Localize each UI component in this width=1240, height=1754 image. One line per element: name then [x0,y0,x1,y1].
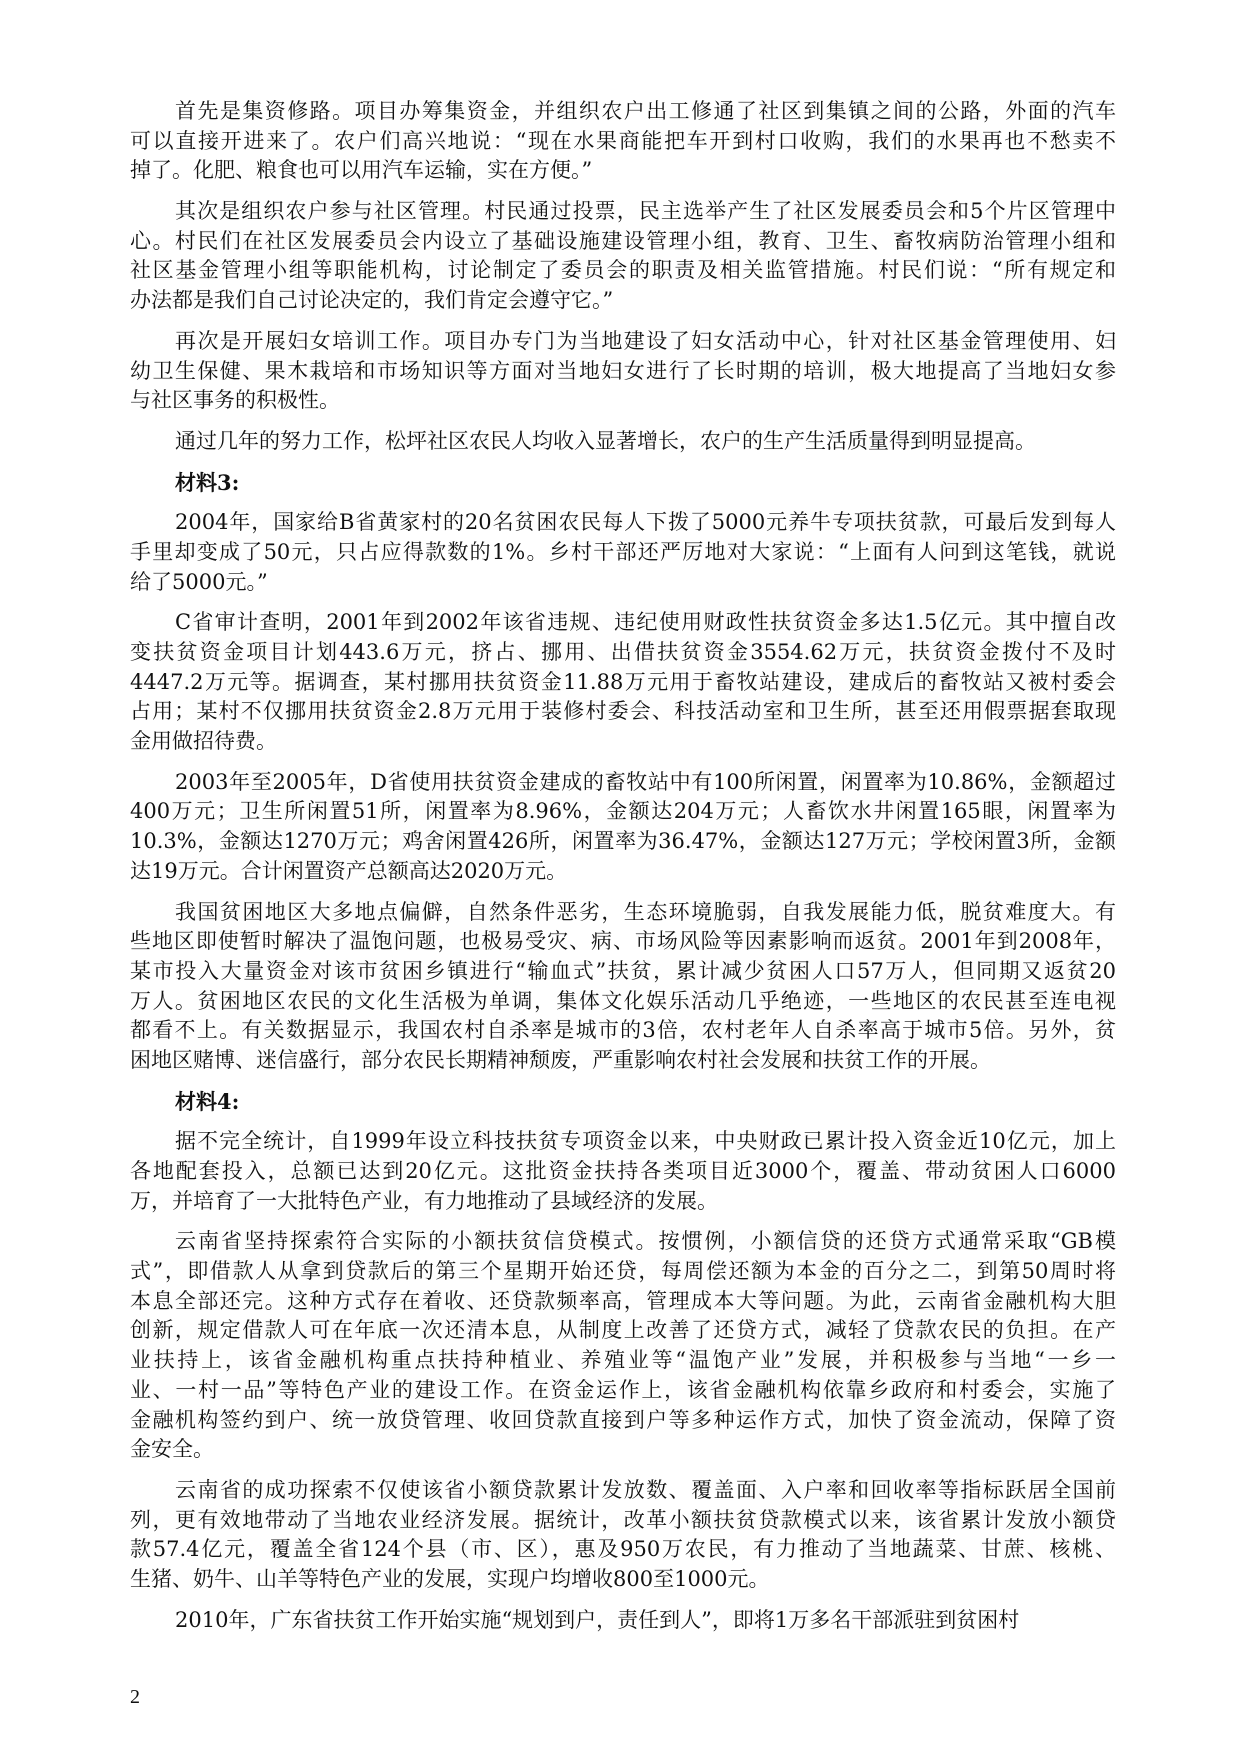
section-heading [130,1087,1116,1117]
text-line: 款57.4亿元，覆盖全省124个县（市、区），惠及950万农民，有力推动了当地蔬菜、甘蔗、核桃、 [130,1537,1116,1562]
text-line: 2004年，国家给B省黄家村的20名贫困农民每人下拨了5000元养牛专项扶贫款，可最后发到每人 [175,510,1116,535]
paragraph [130,1476,1116,1595]
text-line: 我国贫困地区大多地点偏僻，自然条件恶劣，生态环境脆弱，自我发展能力低，脱贫难度大。有 [175,899,1116,924]
text-line: 幼卫生保健、果木栽培和市场知识等方面对当地妇女进行了长时期的培训，极大地提高了当地妇女参 [130,358,1116,383]
paragraph [130,898,1116,1076]
text-line: 掉了。化肥、粮食也可以用汽车运输，实在方便。” [130,158,593,183]
text-line: 金安全。 [130,1437,214,1462]
text-line: 据不完全统计，自1999年设立科技扶贫专项资金以来，中央财政已累计投入资金近10亿元，加上 [175,1129,1116,1154]
paragraph [130,427,1116,457]
text-line: 其次是组织农户参与社区管理。村民通过投票，民主选举产生了社区发展委员会和5个片区管理中 [175,199,1116,224]
text-line: 生猪、奶牛、山羊等特色产业的发展，实现户均增收800至1000元。 [130,1566,770,1591]
text-line: 再次是开展妇女培训工作。项目办专门为当地建设了妇女活动中心，针对社区基金管理使用、妇 [175,328,1116,353]
text-line: 本息全部还完。这种方式存在着收、还贷款频率高，管理成本大等问题。为此，云南省金融机构大胆 [130,1288,1116,1313]
text-line: 可以直接开进来了。农户们高兴地说：“现在水果商能把车开到村口收购，我们的水果再也不愁卖不 [130,128,1116,153]
text-line: 变扶贫资金项目计划443.6万元，挤占、挪用、出借扶贫资金3554.62万元，扶贫资金拨付不及时 [130,640,1116,664]
text-line: 万人。贫困地区农民的文化生活极为单调，集体文化娱乐活动几乎绝迹，一些地区的农民甚至连电视 [130,988,1116,1013]
text-line: 社区基金管理小组等职能机构，讨论制定了委员会的职责及相关监管措施。村民们说：“所有规定和 [130,258,1116,283]
text-line: 云南省坚持探索符合实际的小额扶贫信贷模式。按惯例，小额信贷的还贷方式通常采取“GB模 [175,1229,1116,1254]
text-line: 通过几年的努力工作，松坪社区农民人均收入显著增长，农户的生产生活质量得到明显提高。 [175,428,1036,453]
text-line: 10.3%，金额达1270万元；鸡舍闲置426所，闲置率为36.47%，金额达127万元；学校闲置3所，金额 [130,829,1116,854]
paragraph [130,508,1116,597]
text-line: 手里却变成了50元，只占应得款数的1%。乡村干部还严厉地对大家说：“上面有人问到这笔钱，就说 [130,539,1116,564]
text-line: 都看不上。有关数据显示，我国农村自杀率是城市的3倍，农村老年人自杀率高于城市5倍。另外，贫 [130,1018,1116,1043]
text-line: 困地区赌博、迷信盛行，部分农民长期精神颓废，严重影响农村社会发展和扶贫工作的开展。 [130,1047,991,1072]
paragraph [130,197,1116,316]
text-line: 与社区事务的积极性。 [130,388,340,413]
text-line: 400万元；卫生所闲置51所，闲置率为8.96%，金额达204万元；人畜饮水井闲置165眼，闲置率为 [130,799,1116,824]
text-line: 金用做招待费。 [130,729,277,754]
text-line: 2003年至2005年，D省使用扶贫资金建成的畜牧站中有100所闲置，闲置率为10.86%，金额超过 [175,769,1116,794]
text-line: 列，更有效地带动了当地农业经济发展。据统计，改革小额扶贫贷款模式以来，该省累计发放小额贷 [130,1507,1116,1532]
text-line: 占用；某村不仅挪用扶贫资金2.8万元用于装修村委会、科技活动室和卫生所，甚至还用假票据套取现 [130,699,1116,724]
paragraph [130,327,1116,416]
text-line: 材料3: [175,469,240,495]
text-line: 达19万元。合计闲置资产总额高达2020万元。 [130,858,568,883]
text-line: 各地配套投入，总额已达到20亿元。这批资金扶持各类项目近3000个，覆盖、带动贫困人口6000 [130,1159,1116,1183]
text-line: 业、一村一品”等特色产业的建设工作。在资金运作上，该省金融机构依靠乡政府和村委会，实施了 [130,1377,1116,1402]
text-line: 材料4: [175,1088,240,1114]
text-line: 某市投入大量资金对该市贫困乡镇进行“输血式”扶贫，累计减少贫困人口57万人，但同期又返贫20 [130,958,1116,983]
text-line: 金融机构签约到户、统一放贷管理、收回贷款直接到户等多种运作方式，加快了资金流动，保障了资 [130,1407,1116,1432]
text-line: 首先是集资修路。项目办筹集资金，并组织农户出工修通了社区到集镇之间的公路，外面的汽车 [175,99,1116,123]
text-line: 式”，即借款人从拿到贷款后的第三个星期开始还贷，每周偿还额为本金的百分之二，到第50周时将 [130,1259,1116,1284]
text-line: 给了5000元。” [130,569,268,594]
text-line: 4447.2万元等。据调查，某村挪用扶贫资金11.88万元用于畜牧站建设，建成后的畜牧站又被村委会 [130,669,1116,694]
document-body [130,97,1116,1646]
text-line: 2010年，广东省扶贫工作开始实施“规划到户，责任到人”，即将1万多名干部派驻到贫困村 [175,1607,1020,1632]
text-line: 万，并培育了一大批特色产业，有力地推动了县域经济的发展。 [130,1188,718,1213]
paragraph [130,608,1116,756]
paragraph [130,1227,1116,1465]
text-line: 心。村民们在社区发展委员会内设立了基础设施建设管理小组，教育、卫生、畜牧病防治管理小组和 [130,228,1116,253]
section-heading [130,468,1116,498]
paragraph [130,768,1116,887]
paragraph [130,1606,1116,1636]
text-line: 业扶持上，该省金融机构重点扶持种植业、养殖业等“温饱产业”发展，并积极参与当地“一乡一 [130,1348,1116,1373]
paragraph [130,97,1116,186]
text-line: 云南省的成功探索不仅使该省小额贷款累计发放数、覆盖面、入户率和回收率等指标跃居全国前 [175,1477,1116,1502]
text-line: 创新，规定借款人可在年底一次还清本息，从制度上改善了还贷方式，减轻了贷款农民的负担。在产 [130,1318,1116,1343]
text-line: 办法都是我们自己讨论决定的，我们肯定会遵守它。” [130,288,614,313]
text-line: C省审计查明，2001年到2002年该省违规、违纪使用财政性扶贫资金多达1.5亿元。其中擅自改 [175,610,1116,635]
text-line: 些地区即使暂时解决了温饱问题，也极易受灾、病、市场风险等因素影响而返贫。2001年到2008年， [130,929,1116,954]
page-number: 2 [130,1686,140,1708]
paragraph [130,1127,1116,1216]
